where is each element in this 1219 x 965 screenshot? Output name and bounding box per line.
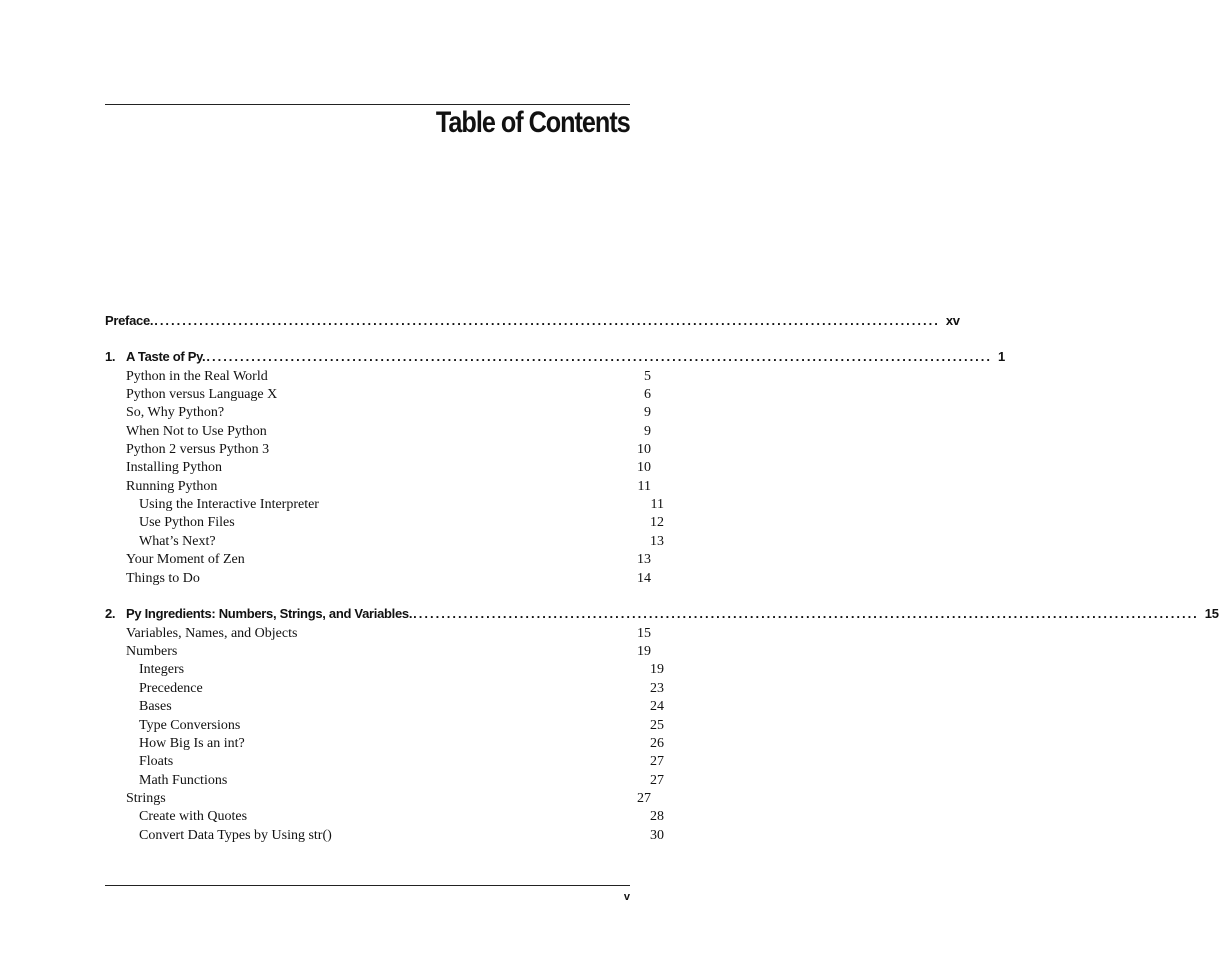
toc-entry[interactable] [105,791,651,811]
toc-page-number: 10 [637,460,651,475]
toc-entry-label: Running Python [126,479,218,494]
toc-subentry[interactable] [105,534,664,554]
toc-page-number: 19 [650,662,664,677]
toc-entry-label: Things to Do [126,571,200,586]
toc-page-number: 30 [650,828,664,843]
toc-entry-label: Integers [139,662,185,677]
chapter-number: 2. [105,606,116,621]
toc-entry-label: Type Conversions [139,718,241,733]
toc-page-number: 23 [650,681,664,696]
toc-page-number: 6 [644,387,651,402]
toc-page-number: 1 [998,349,1005,364]
toc-page-number: 27 [650,754,664,769]
toc-page-number: 11 [650,497,664,512]
page-title: Table of Contents [436,106,630,139]
toc-entry[interactable] [105,387,651,407]
toc-entry-label: Your Moment of Zen [126,552,245,567]
toc-page-number: 9 [644,424,651,439]
toc-entry-label: Use Python Files [139,515,235,530]
toc-entry-label: Installing Python [126,460,223,475]
toc-subentry[interactable] [105,718,664,738]
toc-subentry[interactable] [105,699,664,719]
toc-page-number: 10 [637,442,651,457]
toc-page-number: 25 [650,718,664,733]
toc-page-number: 27 [637,791,651,806]
toc-entry[interactable] [105,479,651,499]
dot-leader: ............................................................................................................................................ [206,349,993,364]
chapter-number: 1. [105,349,116,364]
dot-leader: ............................................................................................................................................ [154,313,940,328]
toc-page-number: 13 [650,534,664,549]
toc-page-number: 28 [650,809,664,824]
toc-page-number: 27 [650,773,664,788]
toc-page-number: 26 [650,736,664,751]
toc-entry-label: When Not to Use Python [126,424,267,439]
toc-chapter-2[interactable] [105,606,1219,626]
toc-entry-label: Create with Quotes [139,809,248,824]
toc-entry-label: Bases [139,699,172,714]
toc-entry[interactable] [105,460,651,480]
toc-page-number: 9 [644,405,651,420]
toc-chapter-1[interactable] [105,349,1005,369]
toc-entry[interactable] [105,442,651,462]
toc-entry-label: Strings [126,791,166,806]
bottom-rule [105,885,630,886]
toc-subentry[interactable] [105,828,664,848]
toc-subentry[interactable] [105,736,664,756]
toc-entry-label: So, Why Python? [126,405,225,420]
toc-subentry[interactable] [105,497,664,517]
toc-entry-label: Convert Data Types by Using str() [139,828,332,843]
toc-entry-label: Math Functions [139,773,228,788]
toc-entry[interactable] [105,552,651,572]
toc-entry-label: Precedence [139,681,203,696]
toc-subentry[interactable] [105,773,664,793]
toc-page-number: 11 [637,479,651,494]
toc-page-number: 12 [650,515,664,530]
toc-entry-label: Python in the Real World [126,369,268,384]
toc-entry[interactable] [105,405,651,425]
toc-entry-label: Using the Interactive Interpreter [139,497,319,512]
toc-entry-label: How Big Is an int? [139,736,245,751]
toc-subentry[interactable] [105,681,664,701]
toc-entry-label: Numbers [126,644,178,659]
toc-entry[interactable] [105,424,651,444]
toc-entry[interactable] [105,644,651,664]
toc-entry[interactable] [105,571,651,591]
toc-subentry[interactable] [105,662,664,682]
toc-page-number: xv [945,313,960,328]
toc-subentry[interactable] [105,754,664,774]
toc-entry-label: Floats [139,754,174,769]
toc-entry-label: Python 2 versus Python 3 [126,442,270,457]
toc-subentry[interactable] [105,515,664,535]
dot-leader: ............................................................................................................................................ [413,606,1199,621]
toc-entry[interactable] [105,626,651,646]
toc-page-number: 13 [637,552,651,567]
toc-page-number: 15 [637,626,651,641]
toc-page-number: 14 [637,571,651,586]
chapter-title: A Taste of Py. [126,349,206,364]
chapter-title: Py Ingredients: Numbers, Strings, and Variables. [126,606,413,621]
toc-subentry[interactable] [105,809,664,829]
toc-page-number: 15 [1204,606,1219,621]
toc-preface[interactable] [105,313,960,333]
toc-entry-label: What’s Next? [139,534,216,549]
toc-entry-label: Python versus Language X [126,387,278,402]
toc-entry[interactable] [105,369,651,389]
top-rule [105,104,630,105]
folio-page-number: v [623,891,630,903]
toc-page-number: 24 [650,699,664,714]
toc-page-number: 5 [644,369,651,384]
toc-entry-label: Variables, Names, and Objects [126,626,298,641]
toc-preface-label: Preface. [105,313,154,328]
toc-page-number: 19 [637,644,651,659]
